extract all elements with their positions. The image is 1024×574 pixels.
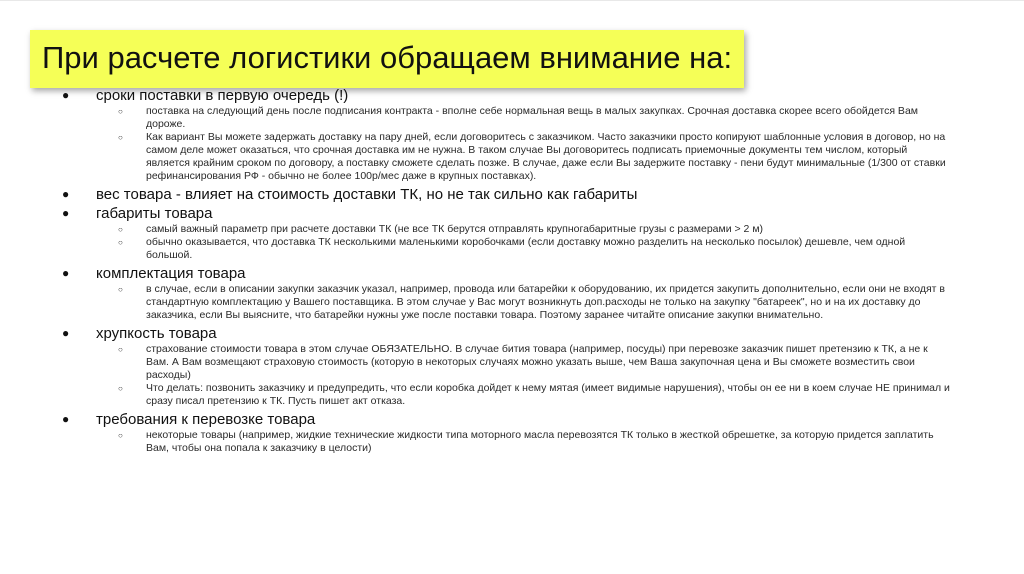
bullet-circle-icon: ○: [118, 133, 123, 142]
sub-bullet-list: [52, 343, 952, 408]
bullet-item-label: габариты товара: [96, 205, 213, 222]
sub-bullet-list: [52, 429, 952, 455]
sub-list-wrapper: [52, 223, 952, 262]
sub-bullet-text: в случае, если в описании закупки заказчик указал, например, провода или батарейки к оборудованию, их придется закупить дополнительно, если они не входят в стандартную комплектацию у Вашего поставщика. В этом случае у Вас могут возникнуть доп.расходы не только на закупку "батареек", но и на их доставку до заказчика, если Вы выясните, что батарейки нужны уже после поставки товара. Поэтому заранее читайте описание закупки внимательно.: [146, 283, 945, 321]
bullet-dot-icon: ●: [62, 326, 70, 340]
sub-bullet-list: [52, 283, 952, 322]
sub-bullet-list: [52, 223, 952, 262]
sub-bullet-item: [52, 343, 952, 382]
bullet-item-label: хрупкость товара: [96, 325, 217, 342]
bullet-item-label: вес товара - влияет на стоимость доставки ТК, но не так сильно как габариты: [96, 186, 638, 203]
sub-bullet-item: [52, 236, 952, 262]
sub-bullet-text: Что делать: позвонить заказчику и предупредить, что если коробка дойдет к нему мятая (имеет видимые нарушения), чтобы он ее ни в коем случае НЕ принимал и сразу писал претензию к ТК. Пусть пишет акт отказа.: [146, 382, 950, 407]
bullet-circle-icon: ○: [118, 345, 123, 354]
bullet-item-label: сроки поставки в первую очередь (!): [96, 87, 349, 104]
bullet-list-container: [52, 86, 952, 457]
bullet-circle-icon: ○: [118, 431, 123, 440]
bullet-dot-icon: ●: [62, 88, 70, 102]
bullet-circle-icon: ○: [118, 384, 123, 393]
bullet-dot-icon: ●: [62, 187, 70, 201]
sub-bullet-list: [52, 105, 952, 183]
sub-bullet-text: поставка на следующий день после подписания контракта - вполне себе нормальная вещь в малых закупках. Срочная доставка скорее всего обойдется Вам дороже.: [146, 105, 918, 130]
sub-list-wrapper: [52, 429, 952, 455]
sub-bullet-text: Как вариант Вы можете задержать доставку на пару дней, если договоритесь с заказчиком. Часто заказчики просто копируют шаблонные условия в договор, но на самом деле может оказаться, что срочная доставка им не нужна. В таком случае Вы договоритесь подписать приемочные документы тем числом, который является крайним сроком по договору, а поставку сможете сделать позже. В случае, даже если Вы задержите поставку - пени будут минимальные (1/300 от ставки рефинансирования РФ - обычно не более 100р/мес даже в крупных поставках).: [146, 131, 946, 182]
sub-bullet-item: [52, 429, 952, 455]
sub-bullet-item: [52, 131, 952, 183]
bullet-circle-icon: ○: [118, 238, 123, 247]
bullet-dot-icon: ●: [62, 412, 70, 426]
bullet-item: [52, 264, 952, 283]
bullet-item: [52, 204, 952, 223]
bullet-item: [52, 86, 952, 105]
sub-list-wrapper: [52, 283, 952, 322]
sub-bullet-text: самый важный параметр при расчете доставки ТК (не все ТК берутся отправлять крупногабаритные грузы с размерами > 2 м): [146, 223, 764, 235]
sub-bullet-text: страхование стоимости товара в этом случае ОБЯЗАТЕЛЬНО. В случае бития товара (например, посуды) при перевозке заказчик пишет претензию к ТК, а не к Вам. А Вам возмещают страховую стоимость (которую в некоторых случаях можно указать выше, чем Ваша закупочная цена и Вы сможете возместить свои расходы): [146, 343, 928, 381]
slide-title: При расчете логистики обращаем внимание на:: [30, 30, 744, 88]
sub-list-wrapper: [52, 105, 952, 183]
bullet-item-label: комплектация товара: [96, 265, 246, 282]
bullet-dot-icon: ●: [62, 266, 70, 280]
bullet-item: [52, 324, 952, 343]
bullet-item-label: требования к перевозке товара: [96, 411, 316, 428]
sub-bullet-item: [52, 223, 952, 236]
bullet-circle-icon: ○: [118, 225, 123, 234]
sub-bullet-item: [52, 283, 952, 322]
bullet-list: [52, 86, 952, 455]
bullet-dot-icon: ●: [62, 206, 70, 220]
sub-bullet-item: [52, 105, 952, 131]
sub-bullet-text: некоторые товары (например, жидкие технические жидкости типа моторного масла перевозятся ТК только в жесткой обрешетке, за которую придется заплатить Вам, чтобы она попала к заказчику в целости): [146, 429, 934, 454]
sub-list-wrapper: [52, 343, 952, 408]
bullet-item: [52, 410, 952, 429]
bullet-circle-icon: ○: [118, 285, 123, 294]
sub-bullet-text: обычно оказывается, что доставка ТК несколькими маленькими коробочками (если доставку можно разделить на несколько посылок) дешевле, чем одной большой.: [146, 236, 906, 261]
sub-bullet-item: [52, 382, 952, 408]
bullet-item: [52, 185, 952, 204]
top-divider: [0, 0, 1024, 1]
bullet-circle-icon: ○: [118, 107, 123, 116]
